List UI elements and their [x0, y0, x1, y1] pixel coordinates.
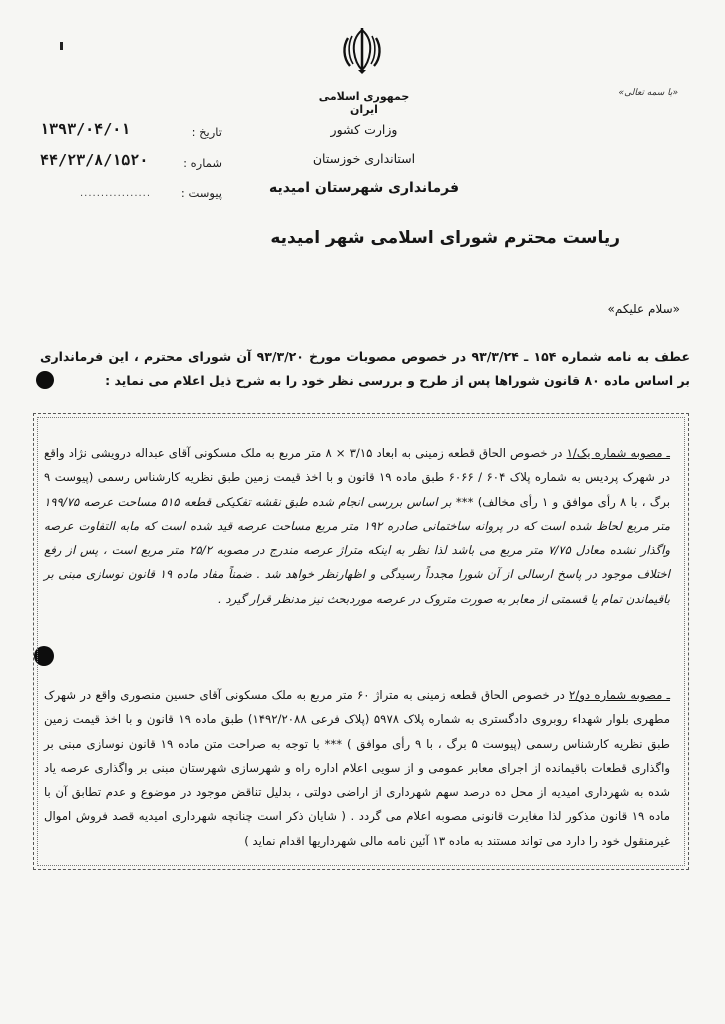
republic-title: جمهوری اسلامی ایران: [318, 90, 410, 116]
recipient: ریاست محترم شورای اسلامی شهر امیدیه: [270, 228, 620, 248]
province-title: استانداری خوزستان: [312, 151, 416, 166]
number-label: شماره :: [183, 156, 222, 170]
resolution-1-note: بر اساس بررسی انجام شده طبق نقشه تفکیکی قطعه ۵۱۵ مساحت عرصه ۱۹۹/۷۵ متر مربع لحاظ شده است که در پروانه ساختمانی صادره ۱۹۲ متر مربع مساحت عرصه قید شده است که مابه التفاوت عرصه واگذار نشده معادل ۷/۷۵ متر مربع می باشد لذا نظر به اینکه متراژ عرصه مندرج در مصوبه ۲۵/۲ متر مربع است ، پس از رفع اختلاف موجود در پاسخ ارسالی از آن شورا مجدداً رسیدگی و اظهارنظر خواهد شد . ضمناً مفاد ماده ۱۹ قانون نوسازی مبنی بر باقیماندن تمام یا قسمتی از معابر به صورت متروک در عرصه موردبحث نیز مدنظر قرار گیرد .: [44, 494, 671, 606]
punch-hole-top: [36, 371, 54, 389]
salutation: «سلام علیکم»: [607, 302, 680, 316]
scan-mark: [60, 42, 63, 50]
resolution-2-title: ـ مصوبه شماره دو/۲: [569, 688, 670, 702]
date-value: ۱۳۹۳/۰۴/۰۱: [40, 120, 131, 138]
resolution-1: [44, 441, 670, 611]
office-title: فرمانداری شهرستان امیدیه: [268, 180, 459, 196]
intro-paragraph: عطف به نامه شماره ۱۵۴ ـ ۹۳/۳/۲۴ در خصوص مصوبات مورخ ۹۳/۳/۲۰ آن شورای محترم ، این فرمانداری بر اساس ماده ۸۰ قانون شوراها پس از طرح و بررسی نظر خود را به شرح ذیل اعلام می نماید :: [40, 349, 691, 388]
ministry-title: وزارت کشور: [330, 122, 398, 137]
attachment-value: .................: [80, 188, 152, 199]
resolution-1-title: ـ مصوبه شماره یک/۱: [566, 446, 670, 460]
number-value: ۴۴/۲۳/۸/۱۵۲۰: [40, 151, 149, 169]
resolution-2-body: در خصوص الحاق قطعه زمینی به متراژ ۶۰ متر مربع به ملک مسکونی آقای حسین منصوری واقع در شهرک مطهری بلوار شهداء روبروی دادگستری به شماره پلاک ۵۹۷۸ (پلاک فرعی ۱۴۹۲/۲۰۸۸) طبق ماده ۱۹ قانون و با اخذ قیمت زمین طبق نظریه کارشناس رسمی (پیوست ۵ برگ ، با ۹ رأی موافق ) *** با توجه به صراحت متن ماده ۱۹ قانون نوسازی مبنی بر واگذاری قطعات باقیمانده از اجرای معابر عمومی و از سویی اعلام اداره راه و شهرسازی شهرستان مبنی بر واگذاری عرصه یاد شده به شهرداری امیدیه از محل ده درصد سهم شهرداری از اراضی دولتی ، بدلیل تناقض موجود در موضوع و عدم تطابق آن با ماده ۱۹ قانون مذکور لذا مغایرت قانونی مصوبه اعلام می گردد . ( شایان ذکر است چنانچه شهرداری امیدیه قصد فروش اموال غیرمنقول خود را دارد می تواند مستند به ماده ۱۳ آئین نامه مالی شهرداریها اقدام نماید ): [44, 688, 670, 848]
basmala: «با سمه تعالی»: [618, 88, 678, 98]
date-label: تاریخ :: [191, 125, 222, 139]
attachment-label: پیوست :: [180, 186, 222, 200]
iran-emblem-icon: [340, 26, 384, 76]
resolution-2: [44, 683, 670, 853]
resolution-1-body: در خصوص الحاق قطعه زمینی به ابعاد ۳/۱۵ × ۸ متر مربع به ملک مسکونی آقای عبداله درویشی نژاد واقع در شهرک پردیس به شماره پلاک ۶۰۴ / ۶۰۶۶ طبق ماده ۱۹ قانون و با اخذ قیمت زمین طبق نظریه کارشناس رسمی (پیوست ۹ برگ ، با ۸ رأی موافق و ۱ رأی مخالف) ***: [44, 446, 671, 509]
